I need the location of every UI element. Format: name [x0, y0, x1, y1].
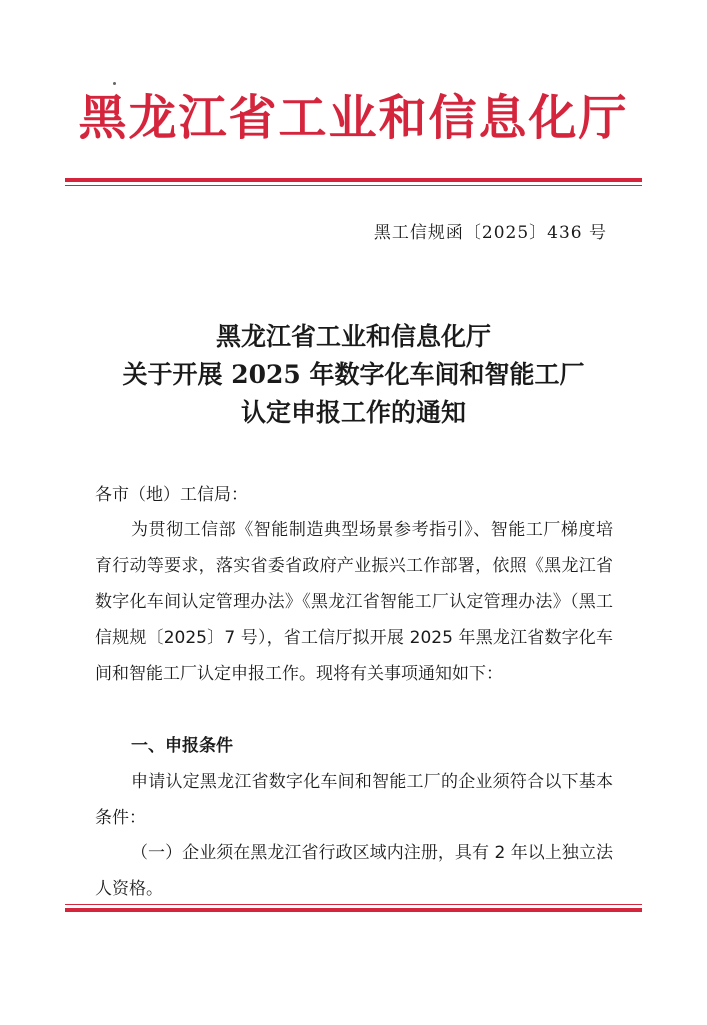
rule-thick-line [65, 908, 642, 912]
footer-red-rule [65, 904, 642, 912]
document-number: 黑工信规函〔2025〕436 号 [373, 223, 607, 243]
document-title [0, 318, 707, 432]
paragraph-condition-1: （一）企业须在黑龙江省行政区域内注册，具有 2 年以上独立法人资格。 [95, 843, 613, 899]
rule-thick-line [65, 178, 642, 182]
paragraph-intro: 为贯彻工信部《智能制造典型场景参考指引》、智能工厂梯度培育行动等要求，落实省委省政府产业振兴工作部署，依照《黑龙江省数字化车间认定管理办法》《黑龙江省智能工厂认定管理办法》（黑工信规规〔2025〕7 号），省工信厅拟开展 2025 年黑龙江省数字化车间和智能工厂认定申报工作。现将有关事项通知如下： [95, 520, 613, 684]
title-line-2: 关于开展 2025 年数字化车间和智能工厂 [122, 360, 585, 389]
masthead-title: 黑龙江省工业和信息化厅 [78, 90, 629, 146]
title-line-1: 黑龙江省工业和信息化厅 [215, 322, 491, 351]
rule-thin-line [65, 904, 642, 905]
rule-thin-line [65, 185, 642, 186]
title-line-3: 认定申报工作的通知 [240, 398, 466, 427]
masthead-red-rule [65, 178, 642, 186]
section-heading-conditions: 一、申报条件 [131, 736, 233, 756]
addressee: 各市（地）工信局： [95, 485, 248, 505]
paragraph-conditions-intro: 申请认定黑龙江省数字化车间和智能工厂的企业须符合以下基本条件： [95, 772, 613, 828]
scan-speck [113, 82, 116, 85]
